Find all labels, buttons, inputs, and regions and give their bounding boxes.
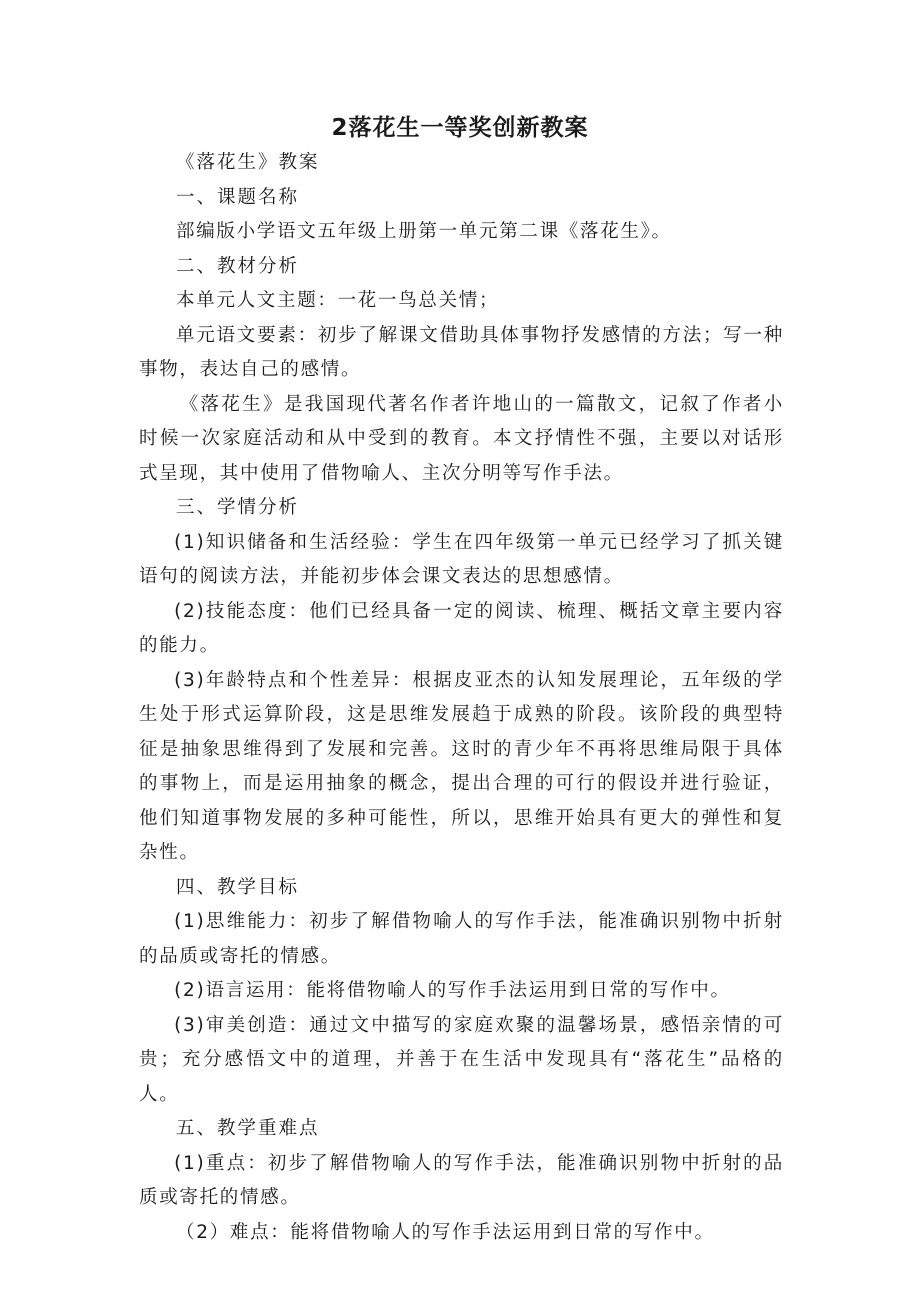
section-heading-materials: 二、教材分析	[176, 255, 300, 277]
paragraph: 单元语文要素：初步了解课文借助具体事物抒发感情的方法；写一种事物，表达自己的感情。	[139, 324, 784, 380]
paragraph: (3)年龄特点和个性差异：根据皮亚杰的认知发展理论，五年级的学生处于形式运算阶段，这是思维发展趋于成熟的阶段。该阶段的典型特征是抽象思维得到了发展和完善。这时的青少年不再将思维局限于具体的事物上，而是运用抽象的概念，提出合理的可行的假设并进行验证，他们知道事物发展的多种可能性，所以，思维开始具有更大的弹性和复杂性。	[139, 669, 784, 863]
paragraph: (2)技能态度：他们已经具备一定的阅读、梳理、概括文章主要内容的能力。	[139, 600, 784, 656]
paragraph: 本单元人文主题：一花一鸟总关情；	[176, 290, 500, 311]
section-heading-topic: 一、课题名称	[176, 186, 300, 208]
paragraph-subtitle: 《落花生》教案	[176, 152, 320, 173]
paragraph: 部编版小学语文五年级上册第一单元第二课《落花生》。	[176, 221, 672, 242]
section-heading-students: 三、学情分析	[176, 497, 300, 518]
paragraph: (1)知识储备和生活经验：学生在四年级第一单元已经学习了抓关键语句的阅读方法，并能初步体会课文表达的思想感情。	[139, 531, 784, 587]
paragraph: (3)审美创造：通过文中描写的家庭欢聚的温馨场景，感悟亲情的可贵；充分感悟文中的道理，并善于在生活中发现具有“落花生”品格的人。	[139, 1014, 784, 1105]
paragraph: (1)重点：初步了解借物喻人的写作手法，能准确识别物中折射的品质或寄托的情感。	[139, 1152, 784, 1208]
paragraph: （2）难点：能将借物喻人的写作手法运用到日常的写作中。	[176, 1221, 715, 1243]
document-title: 2落花生一等奖创新教案	[331, 115, 589, 141]
document-body	[139, 146, 784, 1250]
section-heading-goals: 四、教学目标	[176, 876, 300, 898]
paragraph: (1)思维能力：初步了解借物喻人的写作手法，能准确识别物中折射的品质或寄托的情感。	[139, 911, 784, 967]
section-heading-key-points: 五、教学重难点	[176, 1118, 320, 1139]
paragraph: 《落花生》是我国现代著名作者许地山的一篇散文，记叙了作者小时候一次家庭活动和从中受到的教育。本文抒情性不强，主要以对话形式呈现，其中使用了借物喻人、主次分明等写作手法。	[139, 393, 784, 484]
paragraph: (2)语言运用：能将借物喻人的写作手法运用到日常的写作中。	[174, 980, 731, 1001]
